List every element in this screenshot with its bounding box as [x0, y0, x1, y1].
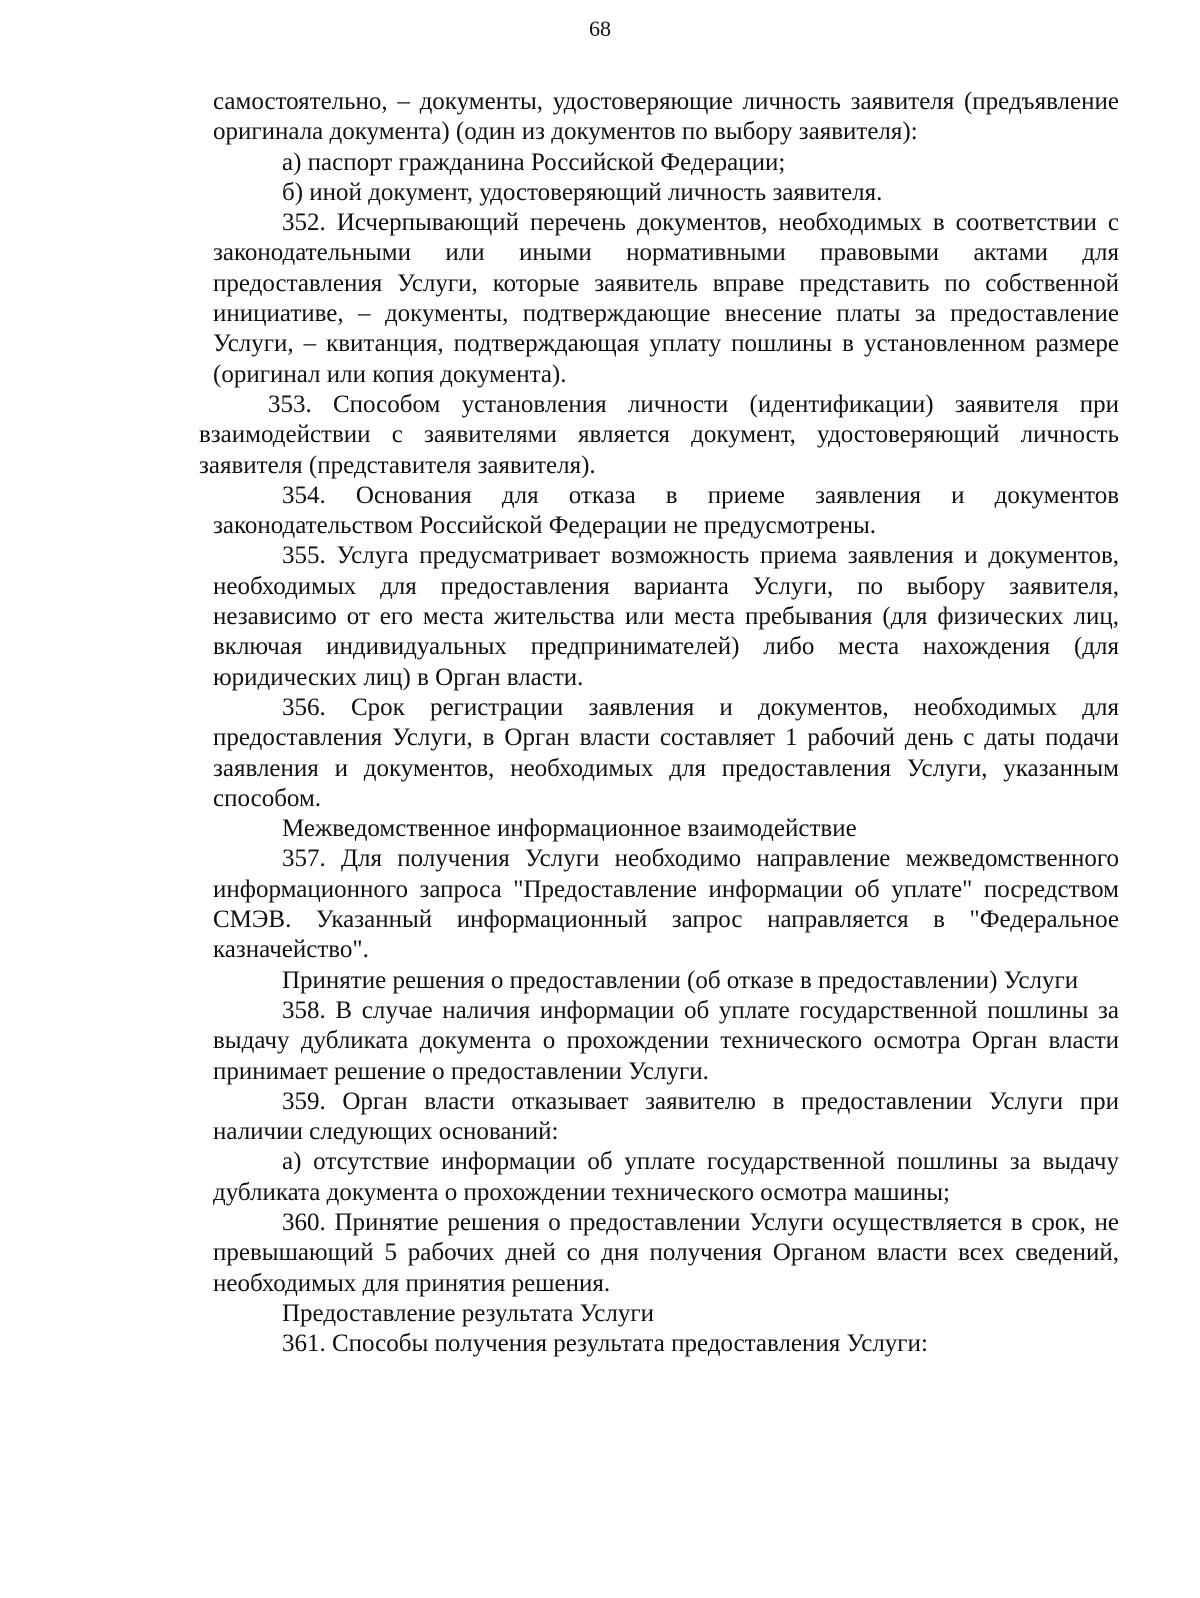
section-heading: Принятие решения о предоставлении (об отказе в предоставлении) Услуги: [282, 966, 1079, 994]
paragraph-356: 356. Срок регистрации заявления и документов, необходимых для предоставления Услуги, в Орган власти составляет 1 рабочий день с даты подачи заявления и документов, необходимых для предоставления Услуги, указанным способом.: [213, 693, 1119, 812]
paragraph-358: 358. В случае наличия информации об уплате государственной пошлины за выдачу дубликата документа о прохождении технического осмотра Орган власти принимает решение о предоставлении Услуги.: [213, 996, 1119, 1085]
document-body: [199, 87, 1119, 1359]
paragraph-355: 355. Услуга предусматривает возможность приема заявления и документов, необходимых для предоставления варианта Услуги, по выбору заявителя, независимо от его места жительства или места пребывания (для физических лиц, включая индивидуальных предпринимателей) либо места нахождения (для юридических лиц) в Орган власти.: [213, 542, 1119, 691]
paragraph-360: 360. Принятие решения о предоставлении Услуги осуществляется в срок, не превышающий 5 рабочих дней со дня получения Органом власти всех сведений, необходимых для принятия решения.: [213, 1208, 1119, 1297]
list-item: а) отсутствие информации об уплате государственной пошлины за выдачу дубликата документа о прохождении технического осмотра машины;: [213, 1148, 1119, 1206]
paragraph-353: 353. Способом установления личности (идентификации) заявителя при взаимодействии с заявителями является документ, удостоверяющий личность заявителя (представителя заявителя).: [199, 390, 1119, 479]
paragraph-361: 361. Способы получения результата предоставления Услуги:: [282, 1330, 928, 1358]
page-number: 68: [589, 16, 611, 41]
section-heading: Предоставление результата Услуги: [282, 1299, 654, 1327]
list-item: а) паспорт гражданина Российской Федерации;: [282, 148, 786, 176]
list-item: б) иной документ, удостоверяющий личность заявителя.: [282, 178, 883, 206]
section-heading: Межведомственное информационное взаимодействие: [282, 815, 857, 843]
paragraph-357: 357. Для получения Услуги необходимо направление межведомственного информационного запроса "Предоставление информации об уплате" посредством СМЭВ. Указанный информационный запрос направляется в "Федеральное казначейство".: [213, 845, 1119, 964]
paragraph-352: 352. Исчерпывающий перечень документов, необходимых в соответствии с законодательными или иными нормативными правовыми актами для предоставления Услуги, которые заявитель вправе представить по собственной инициативе, – документы, подтверждающие внесение платы за предоставление Услуги, – квитанция, подтверждающая уплату пошлины в установленном размере (оригинал или копия документа).: [213, 209, 1119, 388]
paragraph-359: 359. Орган власти отказывает заявителю в предоставлении Услуги при наличии следующих оснований:: [213, 1087, 1119, 1146]
paragraph-354: 354. Основания для отказа в приеме заявления и документов законодательством Российской Федерации не предусмотрены.: [213, 481, 1119, 540]
paragraph: самостоятельно, – документы, удостоверяющие личность заявителя (предъявление оригинала документа) (один из документов по выбору заявителя):: [213, 88, 1119, 146]
